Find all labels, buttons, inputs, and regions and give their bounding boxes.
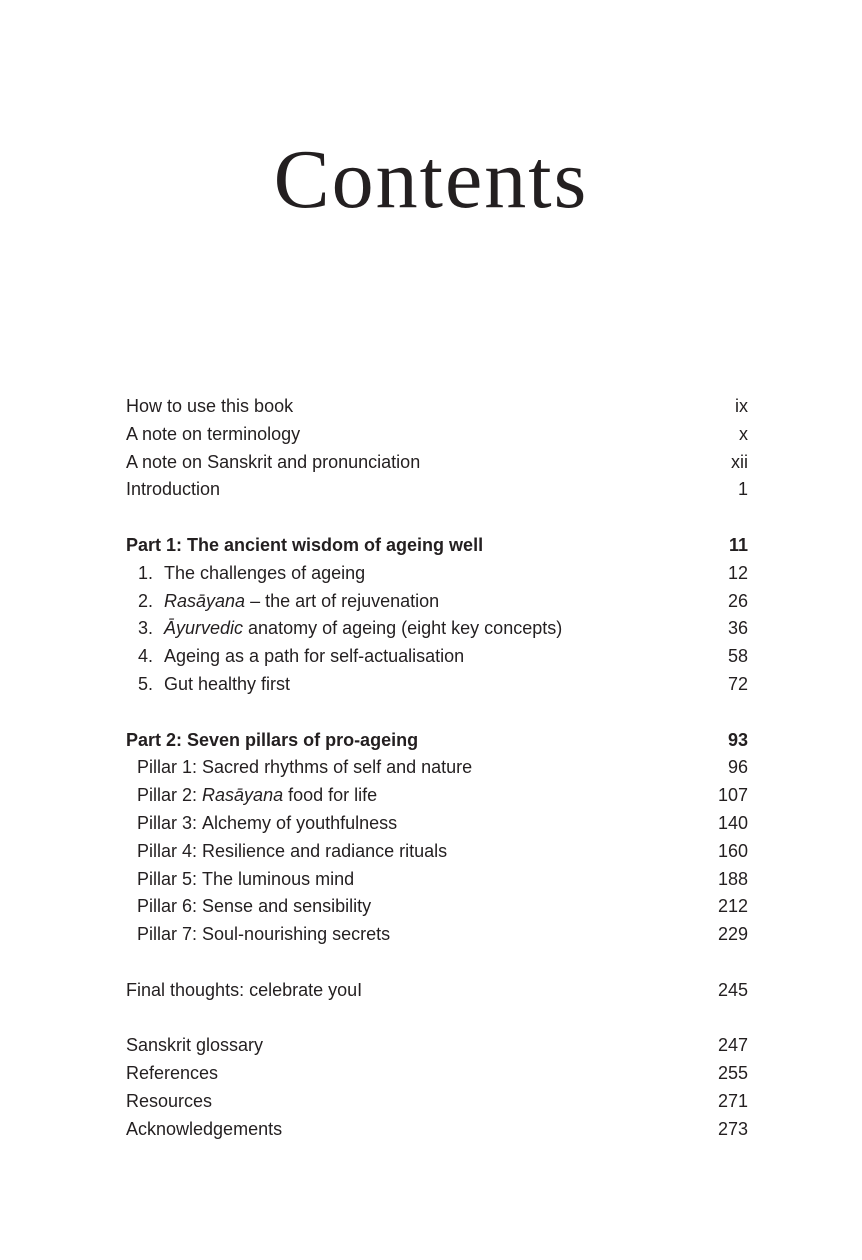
chapter-title: anatomy of ageing (eight key concepts) [243,618,563,639]
toc-part-1-heading[interactable] [126,532,748,560]
toc-entry-page: 255 [717,1063,748,1084]
pillar-title: Sense and sensibility [202,896,372,917]
toc-entry-how-to-use[interactable] [126,393,748,421]
pillar-title: Sacred rhythms of self and nature [202,757,473,778]
toc-entry-page: 160 [717,840,748,861]
back-matter-group [126,1032,748,1143]
toc-pillar-3[interactable] [126,810,748,838]
pillar-prefix: Pillar 1: [137,757,203,778]
toc-pillar-1[interactable] [126,754,748,782]
toc-entry-label: How to use this book [126,396,294,416]
toc-entry-page: xii [731,451,748,472]
pillar-title-italic: Rasāyana [202,785,284,806]
toc-part-title: Part 2: Seven pillars of pro-ageing [126,729,419,750]
chapter-number: 4. [138,646,154,667]
toc-pillar-2[interactable] [126,782,748,810]
toc-entry-page: 188 [717,868,748,889]
toc-entry-acknowledgements[interactable] [126,1116,748,1144]
chapter-number: 3. [138,618,154,639]
toc-part-title: Part 1: The ancient wisdom of ageing well [126,534,484,555]
toc-entry-page: 11 [728,534,748,555]
chapter-title: Ageing as a path for self-actualisation [164,646,465,667]
toc-chapter-3[interactable] [126,615,748,643]
toc-entry-page: 1 [737,479,748,500]
toc-entry-page: 245 [717,979,748,1000]
toc-part-2-heading[interactable] [126,727,748,755]
toc-entry-resources[interactable] [126,1088,748,1116]
toc-pillar-5[interactable] [126,866,748,894]
toc-entry-introduction[interactable] [126,476,748,504]
toc-entry-page: 107 [717,785,748,806]
pillar-prefix: Pillar 6: [137,896,203,917]
toc-entry-page: 26 [727,590,748,611]
toc-entry-page: 93 [727,729,748,750]
page-title: Contents [273,133,589,226]
part-2-group [126,727,748,949]
toc-entry-page: 96 [727,757,748,778]
chapter-number: 2. [138,590,154,611]
toc-entry-final-thoughts[interactable] [126,977,748,1005]
toc-entry-page: 36 [727,618,748,639]
toc-entry-page: 58 [727,646,748,667]
pillar-prefix: Pillar 5: [137,868,203,889]
toc-entry-label: Resources [126,1090,213,1111]
pillar-prefix: Pillar 7: [137,924,203,945]
toc-entry-page: 271 [717,1090,748,1111]
chapter-title-italic: Rasāyana [164,590,246,611]
toc-entry-references[interactable] [126,1060,748,1088]
pillar-title: Soul-nourishing secrets [202,924,391,945]
chapter-number: 1. [138,562,154,583]
toc-entry-label: Acknowledgements [126,1118,283,1139]
pillar-prefix: Pillar 2: [137,785,203,806]
toc-chapter-2[interactable] [126,588,748,616]
toc-pillar-4[interactable] [126,838,748,866]
chapter-title: – the art of rejuvenation [245,590,440,611]
toc-entry-terminology[interactable] [126,421,748,449]
toc-pillar-6[interactable] [126,893,748,921]
toc-entry-page: 140 [717,812,748,833]
pillar-prefix: Pillar 4: [137,840,203,861]
pillar-title: Resilience and radiance rituals [202,840,448,861]
pillar-title: Alchemy of youthfulness [202,812,398,833]
chapter-title-italic: Āyurvedic [164,618,244,639]
toc-pillar-7[interactable] [126,921,748,949]
toc-chapter-5[interactable] [126,671,748,699]
toc-entry-label: Introduction [126,479,221,500]
toc-entry-label: Sanskrit glossary [126,1035,264,1056]
toc-entry-glossary[interactable] [126,1032,748,1060]
toc-entry-label: Final thoughts: celebrate youI [126,979,363,1000]
pillar-prefix: Pillar 3: [137,812,203,833]
chapter-title: The challenges of ageing [164,562,366,583]
toc-entry-label: A note on terminology [126,423,301,444]
toc-entry-page: ix [735,396,748,416]
toc-entry-label: A note on Sanskrit and pronunciation [126,451,421,472]
final-thoughts-group [126,977,748,1005]
toc-chapter-4[interactable] [126,643,748,671]
toc-entry-label: References [126,1063,219,1084]
table-of-contents [126,393,748,1171]
front-matter-group [126,393,748,504]
pillar-title: food for life [283,785,378,806]
toc-entry-page: 247 [717,1035,748,1056]
toc-entry-page: 12 [727,562,748,583]
toc-entry-page: 273 [717,1118,748,1139]
chapter-number: 5. [138,673,154,694]
toc-entry-page: 229 [717,924,748,945]
toc-entry-sanskrit-note[interactable] [126,449,748,477]
pillar-title: The luminous mind [202,868,355,889]
toc-chapter-1[interactable] [126,560,748,588]
part-1-group [126,532,748,699]
toc-entry-page: 212 [717,896,748,917]
toc-entry-page: x [739,423,748,444]
toc-entry-page: 72 [727,673,748,694]
chapter-title: Gut healthy first [164,673,291,694]
